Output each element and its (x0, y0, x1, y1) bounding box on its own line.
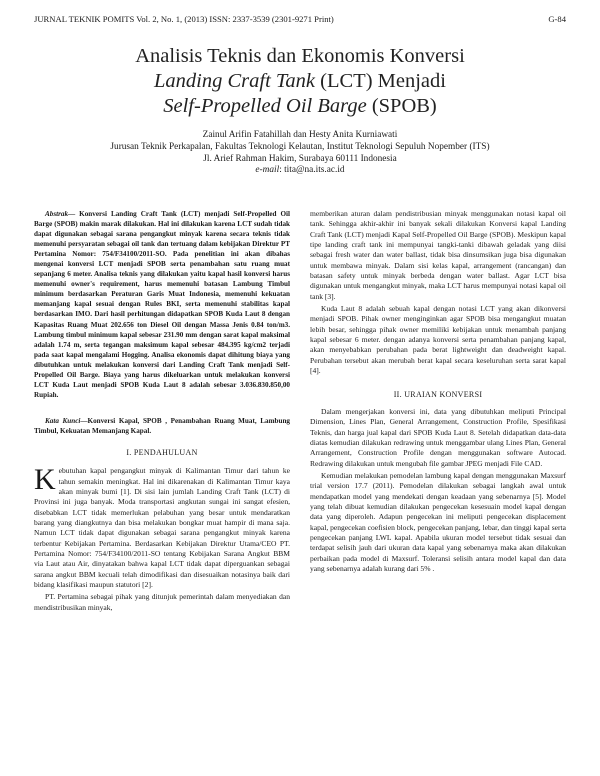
keywords-text: —Konversi Kapal, SPOB , Penambahan Ruang Muat, Lambung Timbul, Kekuatan Memanjang Kapal. (34, 416, 290, 435)
abstract-text: — Konversi Landing Craft Tank (LCT) menjadi Self-Propelled Oil Barge (SPOB) makin marak dilakukan. Hal ini dilakukan karena LCT sudah tidak dapat digunakan sebagai sarana pengangkut minyak karena secara teknis tidak memenuhi persyaratan sebagai oil tank dan tertuang dalam kebijakan Direktur PT Pertamina Nomor: 754/F34100/2011-SO. Pada penelitian ini akan dibahas mengenai konversi LCT menjadi SPOB serta penambahan satu ruang muat sepanjang 6 meter. Analisa teknis yang dilakukan yaitu kapal hasil konversi harus memenuhi owner's requirement, harus memenuhi batasan Lambung Timbul minimum berdasarkan Peraturan Garis Muat Indonesia, memenuhi kekuatan memanjang kapal sesuai dengan Rules BKI, serta memenuhi stabilitas kapal berdasarkan IMO. Dari hasil perhitungan didapatkan SPOB Kuda Laut 8 dengan Kapasitas Ruang Muat 202.656 ton Diesel Oil dengan Massa Jenis 0.84 ton/m3. Lambung timbul minimum kapal sebesar 231.90 mm dengan sarat kapal maksimal adalah 1.74 m, serta tegangan maksimum kapal sebesar 484.395 kg/cm2 terjadi pada saat kapal mengalami Hogging. Analisa ekonomis dapat dihitung biaya yang dibutuhkan untuk melakukan konversi dari Landing Craft Tank menjadi Self-Propelled Oil Barge. Biaya yang harus dikeluarkan untuk melakukan konversi LCT Kuda Laut menjadi SPOB Kuda Laut 8 adalah sebesar 3.036.830.850,00 Rupiah. (34, 210, 290, 399)
intro-paragraph-2: PT. Pertamina sebagai pihak yang ditunjuk pemerintah dalam menyediakan dan mendistribusikan minyak, (34, 592, 290, 612)
paper-title (34, 44, 566, 119)
running-header (34, 14, 566, 28)
title-line-3 (34, 94, 566, 119)
keywords (34, 416, 290, 436)
author-address: Jl. Arief Rahman Hakim, Surabaya 60111 Indonesia (203, 153, 397, 164)
journal-info: JURNAL TEKNIK POMITS Vol. 2, No. 1, (2013) ISSN: 2337-3539 (2301-9271 Print) (34, 14, 334, 24)
title-line-2 (34, 69, 566, 94)
title-line-1: Analisis Teknis dan Ekonomis Konversi (135, 45, 465, 67)
author-affiliation: Jurusan Teknik Perkapalan, Fakultas Teknologi Kelautan, Institut Teknologi Sepuluh Nopember (ITS) (110, 141, 490, 152)
byline (34, 130, 566, 177)
email-label: e-mail (255, 165, 280, 176)
title-line-2-rest: (LCT) Menjadi (315, 70, 446, 92)
email-address: : tita@na.its.ac.id (279, 165, 345, 176)
intro-paragraph-1-text: ebutuhan kapal pengangkut minyak di Kalimantan Timur dari tahun ke tahun semakin meningkat. Hal ini dikarenakan di Kalimantan Timur kaya akan minyak bumi [1]. Di sisi lain jumlah Landing Craft Tank (LCT) di Provinsi ini juga banyak. Moda transportasi angkutan sungai ini sangat efesien, disebabkan LCT tidak memerlukan pelabuhan yang besar untuk mendaratkan barang yang diangkutnya dan bisa melakukan bongkar muat hampir di mana saja. Namun LCT tidak dapat digunakan sebagai sarana pengangkut minyak karena terbentur Kebijakan Pertamina. Berdasarkan Kebijakan Direktur Utama/CEO PT. Pertamina Nomor: 754/F34100/2011-SO tentang Kebijakan Sarana Angkut BBM via Laut atau Air, dinyatakan bahwa kapal LCT tidak dapat diperguankan sebagai sarana angkut BBM kecuali telah dimodifikasi dan disesuaikan notasinya baik dari bidang klasifikasi maupun statutori [2]. (34, 466, 290, 590)
right-column (310, 209, 566, 574)
keywords-lead: Kata Kunci (45, 416, 81, 425)
section-heading-method: II. URAIAN KONVERSI (393, 389, 483, 399)
right-paragraph-2: Kuda Laut 8 adalah sebuah kapal dengan notasi LCT yang akan dikonversi menjadi SPOB. Pihak owner menginginkan agar SPOB bisa mengangkut muatan lebih besar, sehingga pihak owner memiliki kebijakan untuk menambah panjang kapal sebesar 6 meter. dengan adanya konversi serta penambahan panjang kapal, akan menyebabkan perubahan pada berat lightweight dan deadweight kapal. Perubahan tersebut akan merubah berat kapal secara keseluruhan serta sarat kapal [4]. (310, 304, 566, 376)
title-line-3-italic: Self-Propelled Oil Barge (163, 95, 367, 117)
title-line-2-italic: Landing Craft Tank (154, 70, 316, 92)
abstract (34, 209, 290, 400)
page-number: G-84 (548, 14, 566, 24)
method-paragraph-2: Kemudian melakukan pemodelan lambung kapal dengan menggunakan Maxsurf trial version 17.7 (2011). Pemodelan dilakukan sebagai langkah awal untuk mendapatkan model yang mendekati dengan keadaan yang sebenarnya [5]. Model yang telah dibuat kemudian dilakukan pengecekan kesesuain model kapal dengan data yang diperoleh. Adapun pengecekan ini meliputi pengecekan displacement kapal, pengecekan coefisien block, pengecekan panjang, lebar, dan tinggi kapal serta pengecekan panjang LWL kapal. Apabila ukuran model tersebut tidak sesuai dan terdapat selisih jauh dari ukuran data kapal yang sebenarnya maka akan dilakukan perbaikan pada model di Maxsurf. Toleransi selisih antara model kapal dan data yang sebenarnya adalah kurang dari 5% . (310, 470, 566, 573)
intro-paragraph-1 (34, 463, 290, 590)
section-heading-intro: I. PENDAHULUAN (126, 447, 198, 457)
abstract-lead: Abstrak (45, 210, 69, 218)
left-column (34, 209, 290, 613)
author-names: Zainul Arifin Fatahillah dan Hesty Anita Kurniawati (202, 130, 398, 140)
method-paragraph-1: Dalam mengerjakan konversi ini, data yang dibutuhkan meliputi Principal Dimension, Lines Plan, General Arrangement, Construction Profile, Spesifikasi Teknis, dan harga jual kapal dari SPOB Kuda Laut 8. Setelah didapatkan data-data diatas kemudian dilakukan redrawing untuk menggambar ulang Lines Plan, General Arrangement, Construction Profile dengan menggunakan software Autocad. Redrawing dilakukan untuk mengubah file gambar JPEG menjadi File CAD. (310, 406, 566, 468)
title-line-3-rest: (SPOB) (366, 95, 437, 117)
author-email (34, 165, 566, 177)
right-paragraph-1: memberikan aturan dalam pendistribusian minyak menggunakan notasi kapal oil tank. Sehingga akhir-akhir ini banyak sekali dilakukan Konversi kapal Landing Craft Tank (LCT) menjadi Kapal Self-Propelled Oil Barge (SPOB). Meskipun kapal tipe landing craft tank ini mempunyai tangki-tanki dibawah geladak yang diisi sebagai fresh water dan water ballast, tidak bisa dinsumsikan juga bisa digunakan untuk membawa minyak. Dalam sisi kelas kapal, arrangement (rancangan) dan batasan safety untuk minyak berbeda dengan water ballast. Agar LCT bisa digunakan untuk mengangkut minyak, maka LCT harus mempunyai notasi kapal oil tank [3]. (310, 209, 566, 301)
drop-cap: K (34, 463, 56, 497)
